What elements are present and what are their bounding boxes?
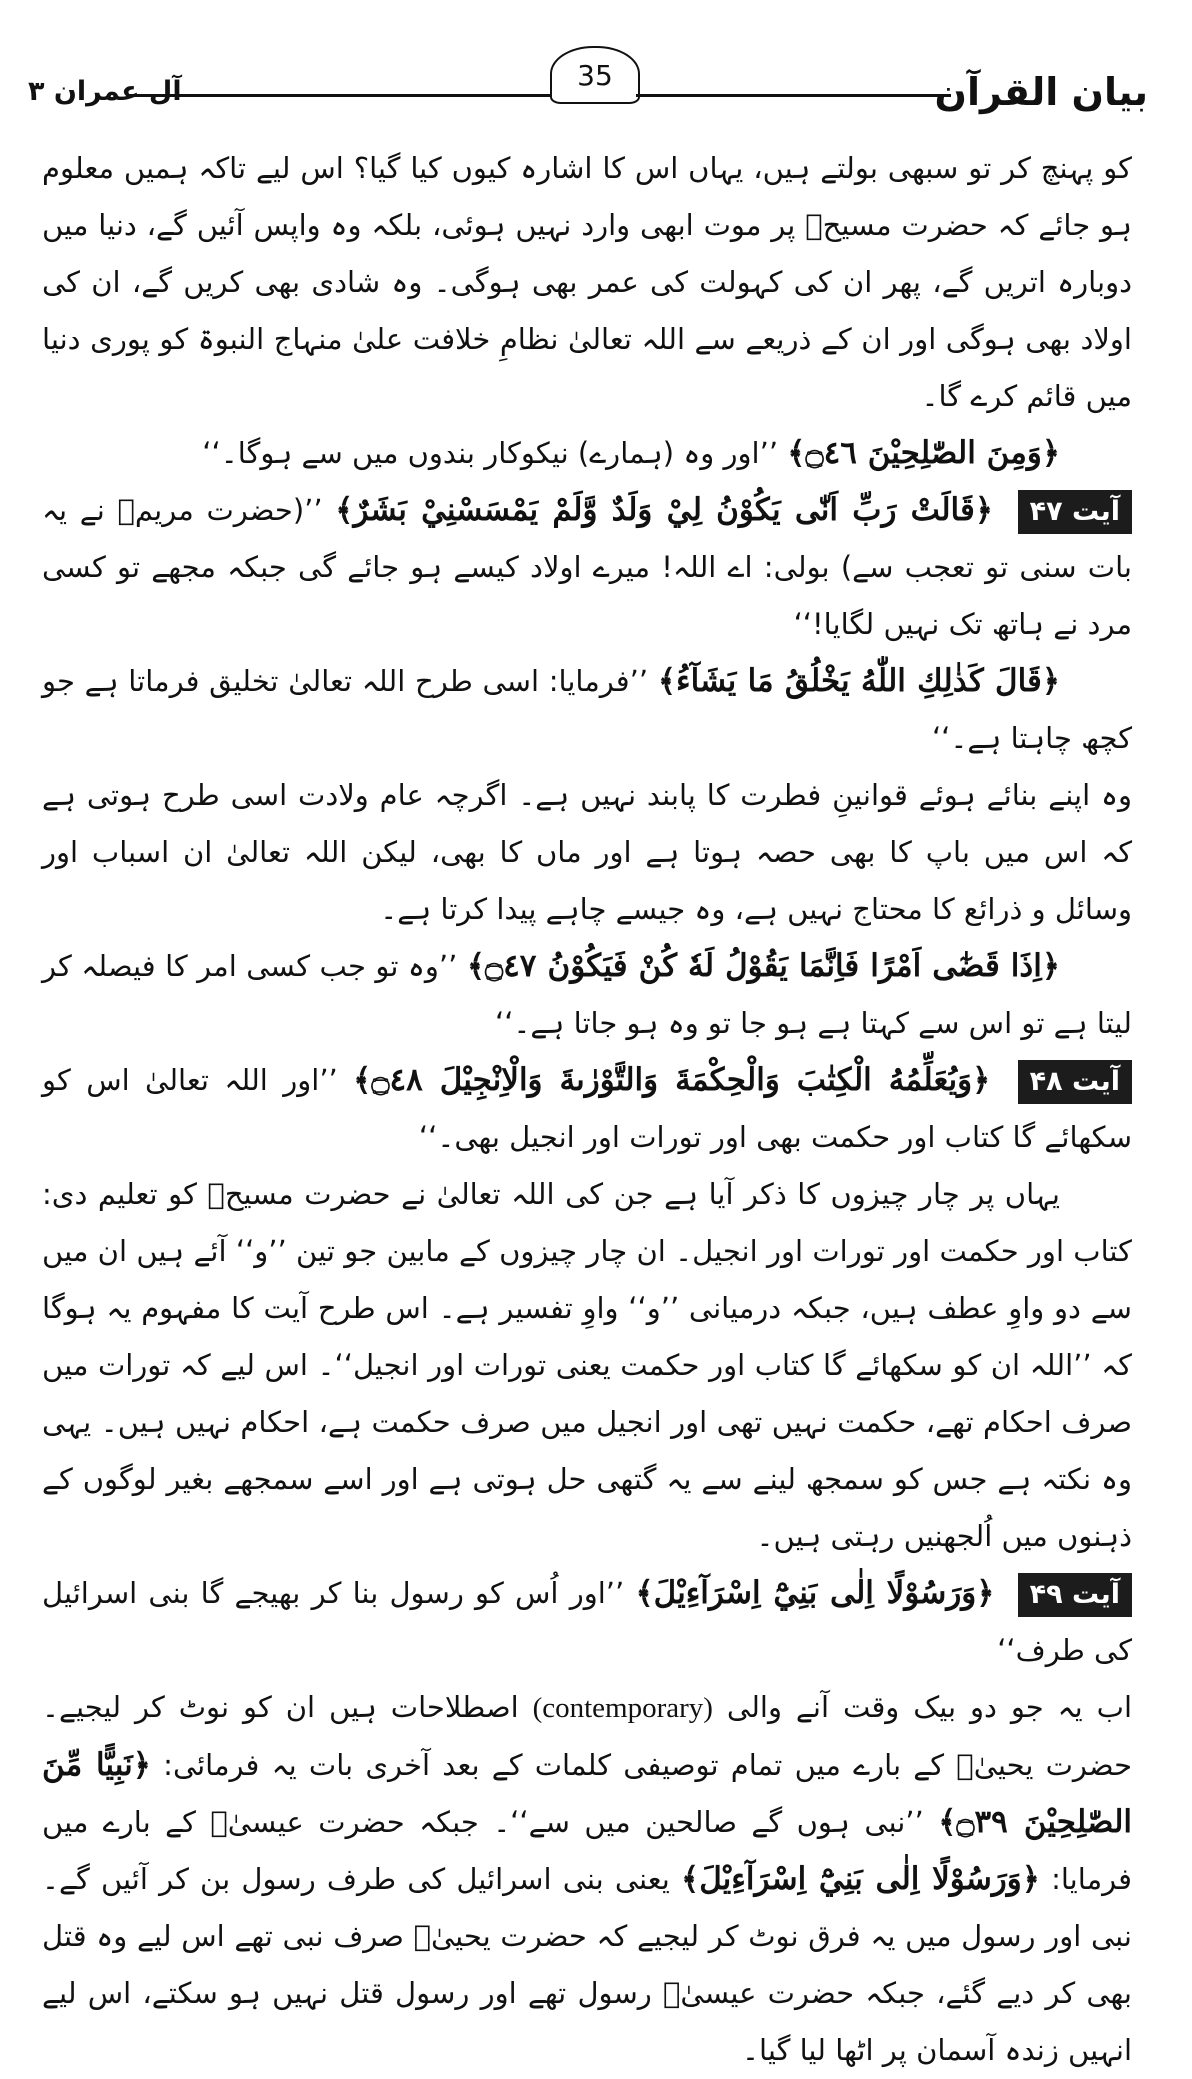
text-segment: یعنی بنی اسرائیل کی طرف رسول بن کر آئیں گے۔ نبی اور رسول میں یہ فرق نوٹ کر لیجیے کہ حضرت یحییٰؑ صرف نبی تھے اس لیے وہ قتل بھی کر دیے گئے، جبکہ حضرت عیسیٰؑ رسول تھے اور رسول قتل نہیں ہو سکتے، اس لیے انہیں زندہ آسمان پر اٹھا لیا گیا۔ bbox=[42, 1862, 1132, 2067]
text-segment: اصطلاحات ہیں ان کو نوٹ کر لیجیے۔ حضرت یحییٰؑ کے بارے میں تمام توصیفی کلمات کے بعد آخری بات یہ فرمائی: bbox=[42, 1690, 1133, 1782]
verse-arabic: ﴿قَالَ كَذٰلِكِ اللّٰهُ يَخْلُقُ مَا يَشَآءُ﴾ bbox=[657, 663, 1061, 699]
verse-47 bbox=[42, 482, 1132, 653]
verse-46 bbox=[42, 425, 1132, 482]
page-number: 35 bbox=[550, 46, 640, 104]
verse-47-end bbox=[42, 938, 1132, 1052]
header-rule-left bbox=[126, 94, 551, 97]
verse-arabic: ﴿وَمِنَ الصّٰلِحِيْنَ ۝٤٦﴾ bbox=[787, 435, 1060, 471]
page-header bbox=[28, 34, 1148, 114]
verse-translation: ’’فرمایا: اسی طرح اللہ تعالیٰ تخلیق فرماتا ہے جو کچھ چاہتا ہے۔‘‘ bbox=[42, 664, 1132, 755]
verse-48 bbox=[42, 1052, 1132, 1166]
text-segment: ’’نبی ہوں گے صالحین میں سے‘‘۔ جبکہ حضرت عیسیٰؑ کے بارے میں فرمایا: bbox=[42, 1805, 1132, 1896]
verse-translation: ’’اور وہ (ہمارے) نیکوکار بندوں میں سے ہوگا۔‘‘ bbox=[202, 436, 779, 470]
paragraph: کو پہنچ کر تو سبھی بولتے ہیں، یہاں اس کا اشارہ کیوں کیا گیا؟ اس لیے تاکہ ہمیں معلوم ہو جائے کہ حضرت مسیحؑ پر موت ابھی وارد نہیں ہوئی، بلکہ وہ واپس آئیں گے، دنیا میں دوبارہ اتریں گے، پھر ان کی کہولت کی عمر بھی ہوگی۔ وہ شادی بھی کریں گے، ان کی اولاد بھی ہوگی اور ان کے ذریعے سے اللہ تعالیٰ نظامِ خلافت علیٰ منہاج النبوۃ کو پوری دنیا میں قائم کرے گا۔ bbox=[42, 151, 1132, 413]
verse-arabic: ﴿نَبِيًّا مِّنَ الصّٰلِحِيْنَ ۝٣٩﴾ bbox=[42, 1747, 1132, 1840]
verse-number-badge: آیت ۴۷ bbox=[1018, 490, 1132, 534]
verse-translation: ’’وہ تو جب کسی امر کا فیصلہ کر لیتا ہے تو اس سے کہتا ہے ہو جا تو وہ ہو جاتا ہے۔‘‘ bbox=[42, 949, 1132, 1040]
verse-47-cont bbox=[42, 653, 1132, 767]
verse-number-badge: آیت ۴۹ bbox=[1018, 1573, 1132, 1617]
text-segment: اب یہ جو دو بیک وقت آنے والی bbox=[726, 1690, 1133, 1724]
paragraph: وہ اپنے بنائے ہوئے قوانینِ فطرت کا پابند نہیں ہے۔ اگرچہ عام ولادت اسی طرح ہوتی ہے کہ اس میں باپ کا بھی حصہ ہوتا ہے اور ماں کا بھی، لیکن اللہ تعالیٰ ان اسباب اور وسائل و ذرائع کا محتاج نہیں ہے، وہ جیسے چاہے پیدا کرتا ہے۔ bbox=[42, 778, 1132, 926]
surah-label: آل عمران ۳ bbox=[28, 76, 182, 107]
paragraph bbox=[42, 1679, 1132, 2079]
verse-arabic: ﴿اِذَا قَضٰٓى اَمْرًا فَاِنَّمَا يَقُوْلُ لَهٗ كُنْ فَيَكُوْنُ ۝٤٧﴾ bbox=[466, 948, 1060, 984]
verse-arabic: ﴿وَرَسُوْلًا اِلٰى بَنِيْٓ اِسْرَآءِيْلَ﴾ bbox=[635, 1575, 995, 1611]
english-term: (contemporary) bbox=[532, 1692, 713, 1724]
header-rule-right bbox=[636, 94, 951, 97]
verse-arabic: ﴿قَالَتْ رَبِّ اَنّٰى يَكُوْنُ لِيْ وَلَدٌ وَّلَمْ يَمْسَسْنِيْ بَشَرٌ﴾ bbox=[335, 492, 993, 528]
book-title: بیان القرآن bbox=[934, 70, 1148, 114]
verse-number-badge: آیت ۴۸ bbox=[1018, 1060, 1132, 1104]
verse-49 bbox=[42, 1565, 1132, 1679]
verse-arabic: ﴿وَيُعَلِّمُهُ الْكِتٰبَ وَالْحِكْمَةَ وَالتَّوْرٰىةَ وَالْاِنْجِيْلَ ۝٤٨﴾ bbox=[353, 1062, 991, 1098]
paragraph: یہاں پر چار چیزوں کا ذکر آیا ہے جن کی اللہ تعالیٰ نے حضرت مسیحؑ کو تعلیم دی: کتاب اور حکمت اور تورات اور انجیل۔ ان چار چیزوں کے مابین جو تین ’’و‘‘ آئے ہیں ان میں سے دو واوِ عطف ہیں، جبکہ درمیانی ’’و‘‘ واوِ تفسیر ہے۔ اس طرح آیت کا مفہوم یہ ہوگا کہ ’’اللہ ان کو سکھائے گا کتاب اور حکمت یعنی تورات اور انجیل‘‘۔ اس لیے کہ تورات میں صرف احکام تھے، حکمت نہیں تھی اور انجیل میں صرف حکمت ہے، احکام نہیں ہیں۔ یہی وہ نکتہ ہے جس کو سمجھ لینے سے یہ گتھی حل ہوتی ہے اور اسے سمجھے بغیر لوگوں کے ذہنوں میں اُلجھنیں رہتی ہیں۔ bbox=[42, 1177, 1132, 1553]
verse-translation: ’’اور اُس کو رسول بنا کر بھیجے گا بنی اسرائیل کی طرف‘‘ bbox=[42, 1576, 1132, 1667]
page-body bbox=[42, 140, 1132, 2079]
verse-translation: ’’(حضرت مریمؑ نے یہ بات سنی تو تعجب سے) بولی: اے اللہ! میرے اولاد کیسے ہو جائے گی جبکہ مجھے تو کسی مرد نے ہاتھ تک نہیں لگایا!‘‘ bbox=[42, 493, 1132, 641]
verse-translation: ’’اور اللہ تعالیٰ اس کو سکھائے گا کتاب اور حکمت بھی اور تورات اور انجیل بھی۔‘‘ bbox=[42, 1063, 1132, 1154]
verse-arabic: ﴿وَرَسُوْلًا اِلٰى بَنِيْٓ اِسْرَآءِيْلَ﴾ bbox=[681, 1861, 1040, 1897]
